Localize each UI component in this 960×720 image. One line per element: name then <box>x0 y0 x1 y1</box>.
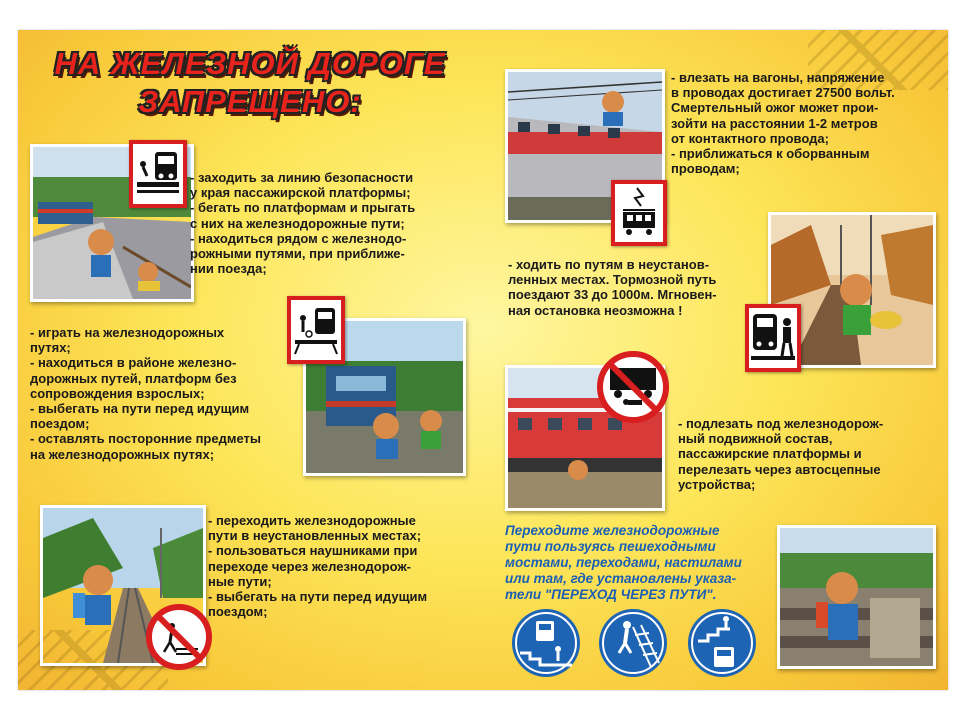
text-line: - заходить за линию безопасности <box>190 170 414 185</box>
safe-crossing-photo <box>777 525 936 669</box>
text-line: - оставлять посторонние предметы <box>30 431 261 447</box>
text-line: устройства; <box>678 476 756 492</box>
text-line: мостами, переходами, настилами <box>505 555 742 570</box>
text-line: - выбегать на пути перед идущим <box>30 401 250 417</box>
text-line: нии поезда; <box>190 261 267 277</box>
text-line: пути в неустановленных местах; <box>208 528 422 544</box>
text-line: переходе через железнодорож- <box>208 558 411 574</box>
text-line: перелезать через автосцепные <box>678 461 881 477</box>
no-crossing-tracks-icon <box>146 604 212 670</box>
text-line: проводам; <box>671 161 740 177</box>
poster-subtitle: ЗАПРЕЩЕНО: <box>138 84 362 119</box>
text-line: у края пассажирской платформы; <box>190 185 411 201</box>
text-line: поездают 33 до 1000м. Мгновен- <box>508 287 717 303</box>
text-line: от контактного провода; <box>671 130 829 146</box>
text-line: ленных местах. Тормозной путь <box>508 272 717 288</box>
text-line: поездом; <box>208 604 268 620</box>
text-line: ная остановка неозможна ! <box>508 302 683 318</box>
text-line: тели "ПЕРЕХОД ЧЕРЕЗ ПУТИ". <box>505 587 717 602</box>
text-line: - играть на железнодорожных <box>30 325 225 340</box>
no-crawling-under-car-icon <box>596 350 670 424</box>
text-line: пути пользуясь пешеходными <box>505 539 716 554</box>
person-jumping-from-platform-icon <box>129 140 187 208</box>
prohibition-list-crossing <box>208 513 427 619</box>
pedestrian-crossing-icon <box>597 607 669 679</box>
text-line: в проводах достигает 27500 вольт. <box>671 85 895 101</box>
text-line: ные пути; <box>208 573 272 589</box>
prohibition-list-under-car <box>678 416 883 492</box>
text-line: с них на железнодорожные пути; <box>190 215 405 231</box>
text-line: - влезать на вагоны, напряжение <box>671 70 885 85</box>
text-line: поездом; <box>30 416 90 432</box>
text-line: - выбегать на пути перед идущим <box>208 589 428 605</box>
text-line: рожными путями, при приближе- <box>190 246 405 262</box>
text-line: сопровождения взрослых; <box>30 385 205 401</box>
prohibition-list-platform <box>190 170 415 276</box>
text-line: - бегать по платформам и прыгать <box>190 200 416 216</box>
text-line: - переходить железнодорожные <box>208 513 416 528</box>
pedestrian-bridge-icon <box>510 607 582 679</box>
electric-wire-train-icon <box>611 180 667 246</box>
child-playing-on-track-icon <box>287 296 345 364</box>
text-line: Переходите железнодорожные <box>505 523 720 538</box>
text-line: - пользоваться наушниками при <box>208 543 418 559</box>
text-line: - находиться рядом с железнодо- <box>190 230 407 246</box>
text-line: - ходить по путям в неустанов- <box>508 257 710 272</box>
prohibition-list-track-walking <box>508 257 717 318</box>
text-line: путях; <box>30 340 71 356</box>
text-line: на железнодорожных путях; <box>30 446 215 462</box>
text-line: - подлезать под железнодорож- <box>678 416 884 431</box>
text-line: ный подвижной состав, <box>678 431 833 447</box>
underpass-icon <box>686 607 758 679</box>
text-line: зойти на расстоянии 1-2 метров <box>671 115 878 131</box>
text-line: - приближаться к оборванным <box>671 146 870 162</box>
prohibition-list-playing <box>30 325 261 462</box>
text-line: дорожных путей, платформ без <box>30 370 237 386</box>
text-line: Смертельный ожог может прои- <box>671 100 879 116</box>
prohibition-list-wagons <box>671 70 895 176</box>
text-line: или там, где установлены указа- <box>505 571 737 586</box>
safe-crossing-advice <box>505 523 742 603</box>
text-line: - находиться в районе железно- <box>30 355 237 371</box>
poster-title: НА ЖЕЛЕЗНОЙ ДОРОГЕ <box>54 46 446 81</box>
person-near-train-icon <box>745 304 801 372</box>
text-line: пассажирские платформы и <box>678 446 862 462</box>
